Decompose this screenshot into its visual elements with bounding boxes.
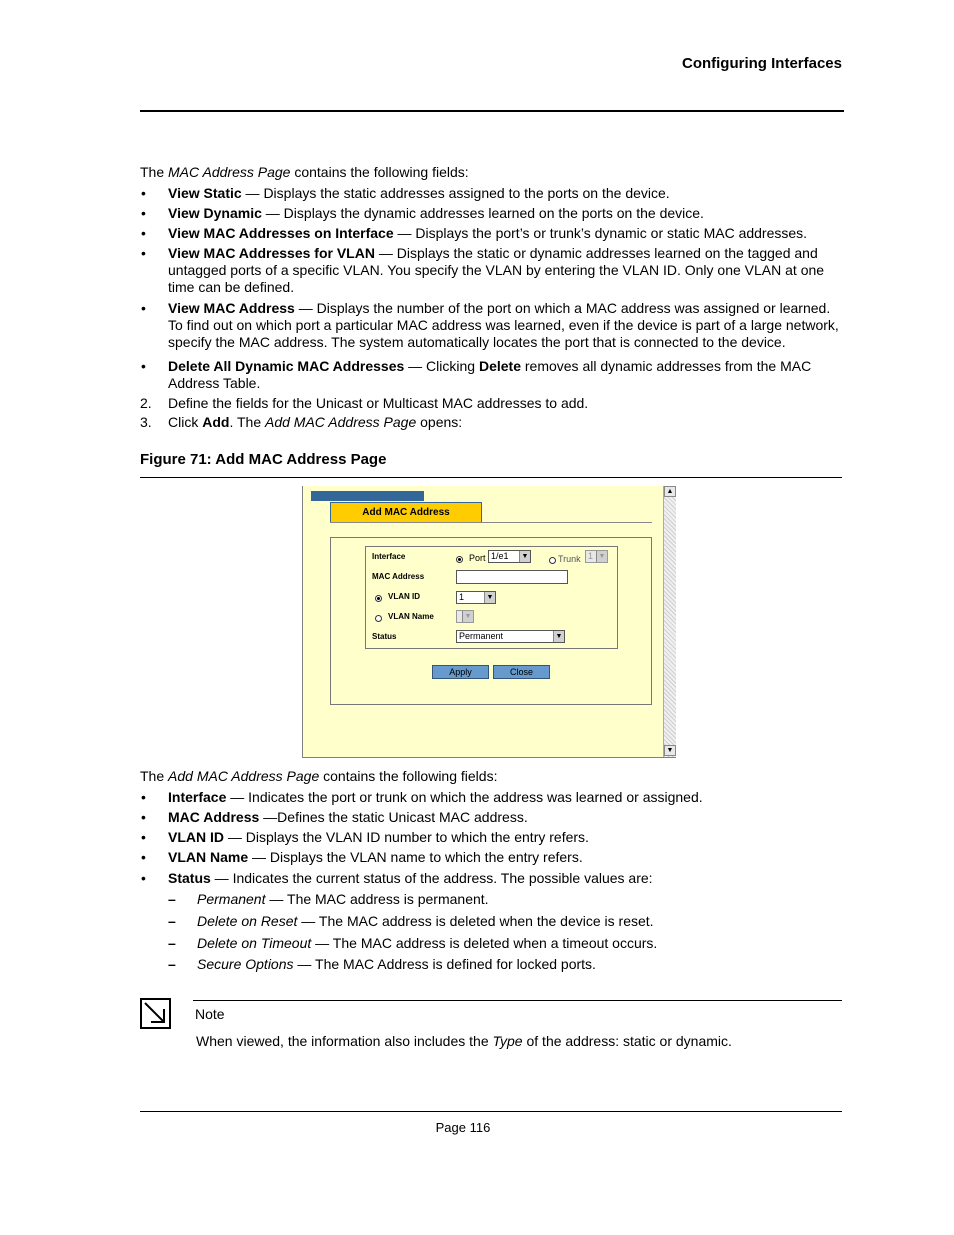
step-number: 2. xyxy=(140,395,152,411)
vlan-name-label: VLAN Name xyxy=(388,612,434,621)
port-radio[interactable] xyxy=(456,556,463,563)
list-item-term: MAC Address xyxy=(168,809,260,825)
list-item-text: removes all dynamic addresses from the MAC xyxy=(520,358,812,374)
list-item-term: VLAN Name xyxy=(168,849,249,865)
list-item-term: VLAN ID xyxy=(168,829,224,845)
sub-list-term: Delete on Reset xyxy=(197,913,298,929)
list-item-text: — Indicates the port or trunk on which the address was learned or assigned. xyxy=(226,789,703,805)
sub-list-text: — The MAC address is deleted when a timeout occurs. xyxy=(311,935,658,951)
list-item-text: Address Table. xyxy=(168,375,261,391)
chevron-down-icon: ▼ xyxy=(462,611,473,622)
footer-rule xyxy=(140,1111,842,1112)
step-text-pre: Click xyxy=(168,414,203,430)
step-text-bold: Add xyxy=(202,414,230,430)
note-arrow-icon xyxy=(140,998,171,1029)
port-select-value: 1/e1 xyxy=(491,551,509,561)
list-item-text: specify the MAC address. The system automatically locates the port that is connected to the device. xyxy=(168,334,786,350)
list-item-term: Delete All Dynamic MAC Addresses xyxy=(168,358,405,374)
interface-label: Interface xyxy=(372,552,406,561)
intro-pre: The xyxy=(140,768,169,784)
note-label: Note xyxy=(195,1006,225,1022)
port-select[interactable] xyxy=(488,550,531,563)
list-item-text: — Displays the static addresses assigned to the ports on the device. xyxy=(241,185,670,201)
bullet-marker: • xyxy=(141,809,146,825)
list-item xyxy=(168,205,840,222)
close-button[interactable]: Close xyxy=(493,665,550,679)
sub-list-text: — The MAC Address is defined for locked ports. xyxy=(293,956,596,972)
header-rule xyxy=(140,110,844,112)
list-item xyxy=(168,870,840,887)
sub-list-term: Delete on Timeout xyxy=(197,935,312,951)
intro-post: contains the following fields: xyxy=(290,164,469,180)
list-item xyxy=(168,829,840,846)
chevron-down-icon: ▼ xyxy=(553,631,564,642)
scroll-up-icon[interactable]: ▲ xyxy=(664,486,676,497)
figure-rule xyxy=(140,477,842,478)
list-item xyxy=(168,300,840,351)
step-text-mid: . The xyxy=(229,414,265,430)
scroll-down-icon[interactable]: ▼ xyxy=(664,745,676,756)
list-item-text: — Indicates the current status of the address. The possible values are: xyxy=(210,870,653,886)
sub-list-item xyxy=(197,956,596,973)
sub-list-item xyxy=(197,891,489,908)
bullet-marker: • xyxy=(141,789,146,805)
step-text: Define the fields for the Unicast or Multicast MAC addresses to add. xyxy=(168,395,589,411)
list-item-text: untagged ports of a specific VLAN. You specify the VLAN by entering the VLAN ID. Only one VLAN at one xyxy=(168,262,825,278)
list-item xyxy=(168,789,840,806)
list-item-term: View Dynamic xyxy=(168,205,262,221)
bullet-marker: • xyxy=(141,205,146,221)
running-header: Configuring Interfaces xyxy=(681,55,842,72)
bullet-marker: • xyxy=(141,849,146,865)
list-item-text: time can be defined. xyxy=(168,279,295,295)
vlan-name-radio[interactable] xyxy=(375,615,382,622)
sub-list-term: Permanent xyxy=(197,891,266,907)
sub-list-text: — The MAC address is permanent. xyxy=(265,891,489,907)
intro-paragraph xyxy=(140,164,469,181)
list-item-text: — Displays the VLAN name to which the entry refers. xyxy=(248,849,583,865)
vlan-id-select-value: 1 xyxy=(459,592,465,602)
trunk-select[interactable] xyxy=(585,550,608,563)
vertical-scrollbar[interactable] xyxy=(663,486,676,757)
step-text xyxy=(168,414,840,431)
chevron-down-icon: ▼ xyxy=(519,551,530,562)
bullet-marker: • xyxy=(141,300,146,316)
bullet-marker: • xyxy=(141,870,146,886)
list-item-bold: Delete xyxy=(478,358,521,374)
mac-address-input[interactable] xyxy=(456,570,568,584)
dash-marker: – xyxy=(168,956,176,972)
list-item-term: View Static xyxy=(168,185,242,201)
sub-list-term: Secure Options xyxy=(197,956,294,972)
sub-list-item xyxy=(197,935,657,952)
list-item xyxy=(168,358,840,392)
list-item xyxy=(168,849,840,866)
chevron-down-icon: ▼ xyxy=(484,592,495,603)
note-text-pre: When viewed, the information also includes the xyxy=(196,1033,493,1049)
note-text-post: of the address: static or dynamic. xyxy=(522,1033,732,1049)
form-fields-box xyxy=(365,546,618,649)
vlan-id-select[interactable] xyxy=(456,591,496,604)
note-text-italic: Type xyxy=(492,1033,523,1049)
bullet-marker: • xyxy=(141,225,146,241)
trunk-label: Trunk xyxy=(558,554,581,564)
intro-page-name: MAC Address Page xyxy=(168,164,291,180)
step-text-italic: Add MAC Address Page xyxy=(265,414,417,430)
dash-marker: – xyxy=(168,913,176,929)
sub-list-text: — The MAC address is deleted when the device is reset. xyxy=(297,913,654,929)
chevron-down-icon: ▼ xyxy=(596,551,607,562)
vlan-id-label: VLAN ID xyxy=(388,592,420,601)
form-panel xyxy=(330,537,652,705)
tab-underline xyxy=(330,522,652,523)
list-item-term: View MAC Addresses on Interface xyxy=(168,225,394,241)
list-item-text: — Clicking xyxy=(404,358,479,374)
page-number: Page 116 xyxy=(435,1120,491,1135)
note-rule xyxy=(193,1000,842,1001)
list-item-text: To find out on which port a particular MAC address was learned, even if the device is part of a large network, xyxy=(168,317,839,333)
list-item-text: — Displays the dynamic addresses learned on the ports on the device. xyxy=(261,205,704,221)
fields-intro-paragraph xyxy=(140,768,497,785)
list-item-term: View MAC Addresses for VLAN xyxy=(168,245,375,261)
add-mac-address-screenshot xyxy=(302,486,676,758)
list-item xyxy=(168,225,840,242)
status-label: Status xyxy=(372,632,397,641)
list-item-text: —Defines the static Unicast MAC address. xyxy=(259,809,528,825)
dash-marker: – xyxy=(168,891,176,907)
intro-pre: The xyxy=(140,164,169,180)
dash-marker: – xyxy=(168,935,176,951)
bullet-marker: • xyxy=(141,185,146,201)
list-item xyxy=(168,185,840,202)
bullet-marker: • xyxy=(141,245,146,261)
tab-add-mac-address[interactable]: Add MAC Address xyxy=(330,502,482,522)
note-text xyxy=(196,1033,732,1049)
bullet-marker: • xyxy=(141,829,146,845)
status-select-value: Permanent xyxy=(459,631,504,641)
list-item-term: Status xyxy=(168,870,211,886)
trunk-select-value: 1 xyxy=(588,551,594,561)
vlan-id-radio[interactable] xyxy=(375,595,382,602)
step-number: 3. xyxy=(140,414,152,430)
vlan-name-select[interactable] xyxy=(456,610,474,623)
trunk-radio[interactable] xyxy=(549,557,556,564)
list-item-text: — Displays the static or dynamic addresses learned on the tagged and xyxy=(374,245,818,261)
bullet-marker: • xyxy=(141,358,146,374)
list-item-term: Interface xyxy=(168,789,227,805)
list-item xyxy=(168,245,840,296)
status-select[interactable] xyxy=(456,630,565,643)
sub-list-item xyxy=(197,913,654,930)
step-text-post: opens: xyxy=(416,414,463,430)
list-item-term: View MAC Address xyxy=(168,300,295,316)
list-item-text: — Displays the port’s or trunk’s dynamic or static MAC addresses. xyxy=(393,225,808,241)
list-item-text: — Displays the number of the port on which a MAC address was assigned or learned. xyxy=(294,300,831,316)
mac-address-label: MAC Address xyxy=(372,572,425,581)
list-item xyxy=(168,809,840,826)
list-item-text: — Displays the VLAN ID number to which the entry refers. xyxy=(224,829,589,845)
title-bar xyxy=(311,491,424,501)
intro-post: contains the following fields: xyxy=(319,768,498,784)
figure-caption: Figure 71: Add MAC Address Page xyxy=(140,451,387,468)
apply-button[interactable]: Apply xyxy=(432,665,489,679)
intro-page-name: Add MAC Address Page xyxy=(168,768,320,784)
port-label: Port xyxy=(469,553,486,563)
